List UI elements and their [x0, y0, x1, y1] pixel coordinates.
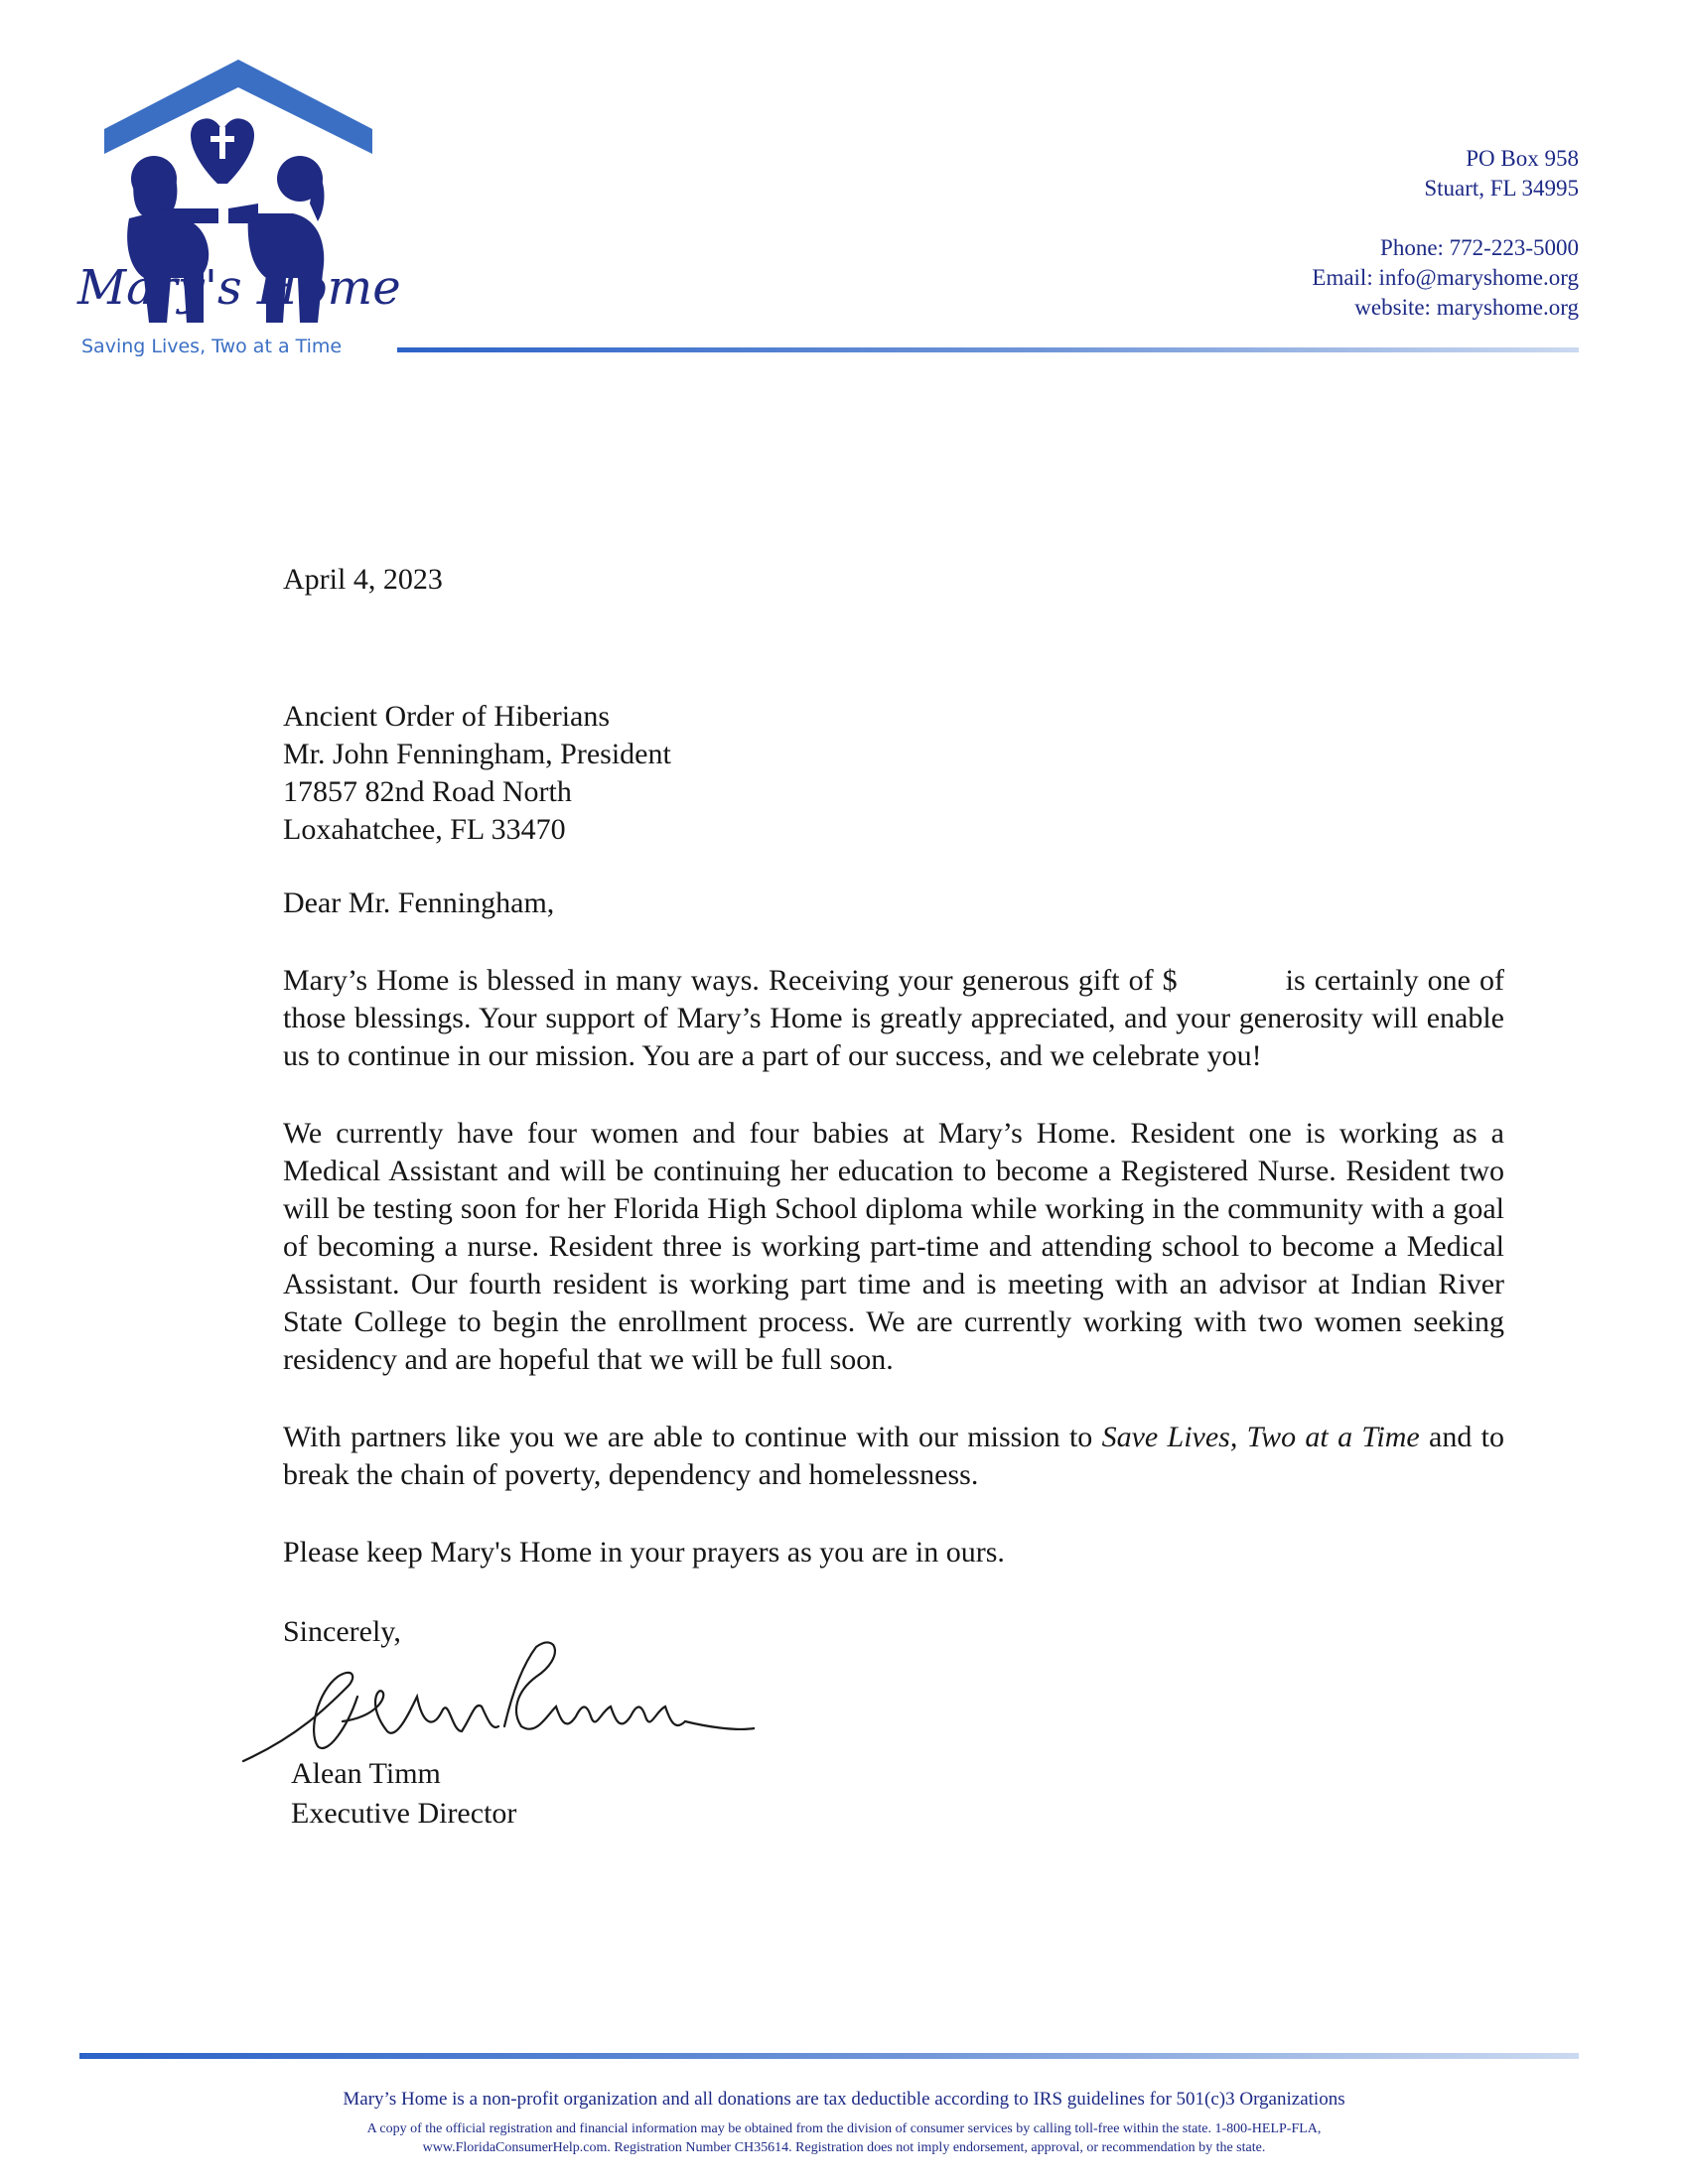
- paragraph-3: [283, 1419, 1504, 1494]
- recipient-street: 17857 82nd Road North: [283, 775, 572, 808]
- closing: Sincerely,: [283, 1615, 401, 1648]
- footer-divider: [79, 2053, 1579, 2059]
- footer-registration-line2: www.FloridaConsumerHelp.com. Registration Number CH35614. Registration does not imply endorsement, approval, or recommendation by the state.: [422, 2140, 1266, 2155]
- recipient-city: Loxahatchee, FL 33470: [283, 813, 566, 846]
- letter-date: April 4, 2023: [283, 563, 443, 596]
- footer-nonprofit-notice: Mary’s Home is a non-profit organization and all donations are tax deductible according to IRS guidelines for 501(c)3 Organizations: [343, 2089, 1345, 2110]
- logo-name: Mary's Home: [77, 260, 401, 316]
- website: website: maryshome.org: [1354, 295, 1579, 320]
- email: Email: info@maryshome.org: [1312, 265, 1579, 290]
- paragraph-1-start: Mary’s Home is blessed in many ways. Receiving your generous gift of $: [283, 964, 1178, 997]
- paragraph-1-end: is certainly one of those blessings. Your support of Mary’s Home is greatly appreciated, and your generosity will enable us to continue in our mission. You are a part of our success, and we celebrate you!: [283, 964, 1504, 1072]
- paragraph-3-end: and to break the chain of poverty, dependency and homelessness.: [283, 1421, 1504, 1491]
- phone: Phone: 772-223-5000: [1380, 235, 1579, 260]
- signer-name: Alean Timm: [291, 1757, 441, 1790]
- salutation: Dear Mr. Fenningham,: [283, 887, 555, 919]
- footer-registration-notice: [0, 2119, 1688, 2157]
- cross-icon: [219, 127, 225, 159]
- logo-tagline: Saving Lives, Two at a Time: [81, 336, 343, 357]
- recipient-address: [283, 698, 1504, 849]
- header-divider: [397, 347, 1579, 352]
- paragraph-2: We currently have four women and four babies at Mary’s Home. Resident one is working as a Medical Assistant and will be continuing her education to become a Registered Nurse. Resident two will be testing soon for her Florida High School diploma while working in the community with a goal of becoming a nurse. Resident three is working part-time and attending school to become a Medical Assistant. Our fourth resident is working part time and is meeting with an advisor at Indian River State College to begin the enrollment process. We are currently working with two women seeking residency and are hopeful that we will be full soon.: [283, 1117, 1504, 1376]
- recipient-organization: Ancient Order of Hiberians: [283, 700, 611, 733]
- recipient-name: Mr. John Fenningham, President: [283, 738, 671, 770]
- letter-body: [283, 561, 1504, 1834]
- address-line2: Stuart, FL 34995: [1424, 176, 1579, 201]
- paragraph-1: [283, 962, 1504, 1075]
- signer-block: [283, 1754, 1504, 1834]
- signer-title: Executive Director: [291, 1797, 517, 1830]
- address-line1: PO Box 958: [1466, 146, 1579, 171]
- paragraph-3-start: With partners like you we are able to continue with our mission to: [283, 1421, 1102, 1453]
- footer-registration-line1: A copy of the official registration and financial information may be obtained from the division of consumer services by calling toll-free within the state. 1-800-HELP-FLA,: [366, 2121, 1322, 2136]
- mission-tagline: Save Lives, Two at a Time: [1101, 1421, 1420, 1453]
- paragraph-4: Please keep Mary's Home in your prayers as you are in ours.: [283, 1536, 1005, 1569]
- contact-block: [1312, 144, 1579, 323]
- marys-home-logo: [79, 55, 397, 372]
